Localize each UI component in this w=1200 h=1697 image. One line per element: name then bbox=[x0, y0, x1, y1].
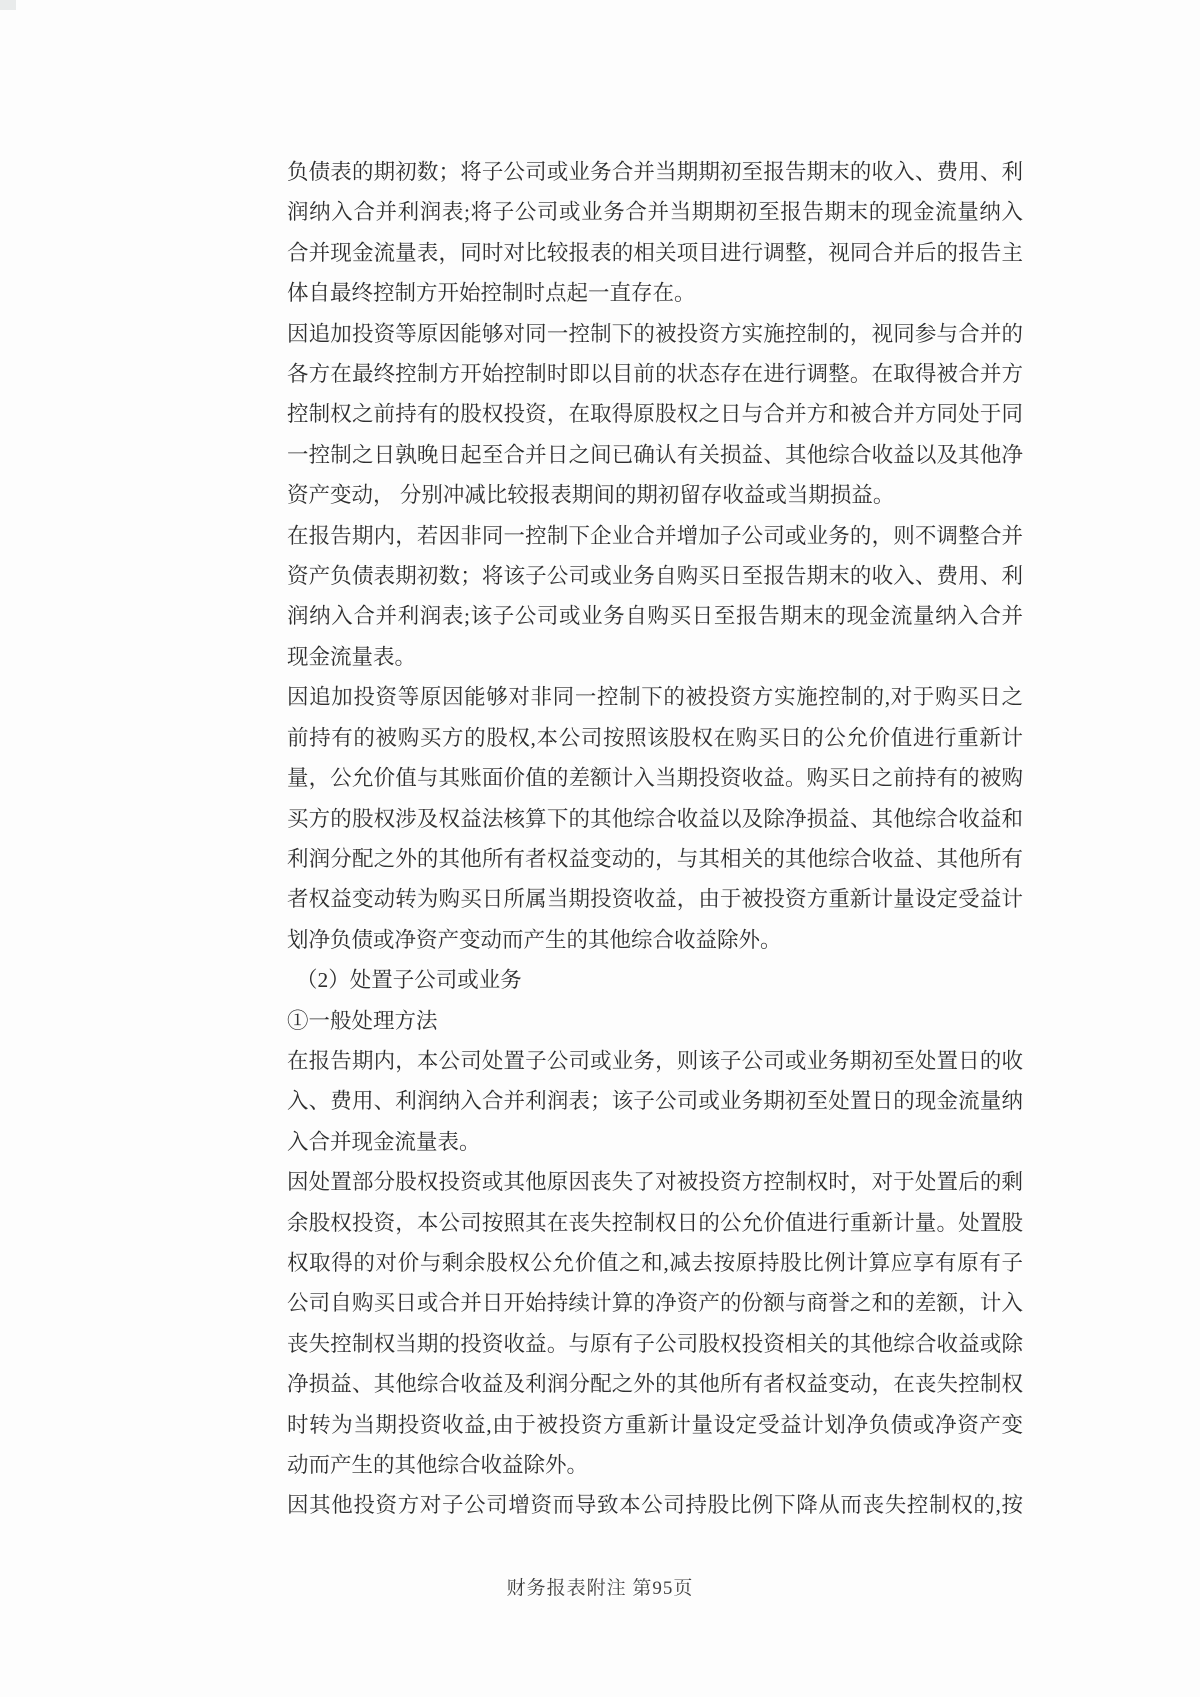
text-line: 量，公允价值与其账面价值的差额计入当期投资收益。购买日之前持有的被购 bbox=[287, 766, 1023, 791]
text-line: 净损益、其他综合收益及利润分配之外的其他所有者权益变动，在丧失控制权 bbox=[287, 1372, 1023, 1397]
text-line: 者权益变动转为购买日所属当期投资收益，由于被投资方重新计量设定受益计 bbox=[287, 887, 1023, 912]
text-line: 利润分配之外的其他所有者权益变动的，与其相关的其他综合收益、其他所有 bbox=[287, 846, 1023, 871]
text-line: 一控制之日孰晚日起至合并日之间已确认有关损益、其他综合收益以及其他净 bbox=[287, 442, 1023, 467]
text-line: 丧失控制权当期的投资收益。与原有子公司股权投资相关的其他综合收益或除 bbox=[287, 1331, 1023, 1356]
text-line: 润纳入合并利润表;该子公司或业务自购买日至报告期末的现金流量纳入合并 bbox=[287, 604, 1023, 629]
text-line: 合并现金流量表，同时对比较报表的相关项目进行调整，视同合并后的报告主 bbox=[287, 240, 1023, 265]
text-line: 体自最终控制方开始控制时点起一直存在。 bbox=[287, 281, 696, 306]
text-line: 前持有的被购买方的股权,本公司按照该股权在购买日的公允价值进行重新计 bbox=[287, 725, 1023, 750]
text-line: 动而产生的其他综合收益除外。 bbox=[287, 1453, 589, 1477]
text-line: 因其他投资方对子公司增资而导致本公司持股比例下降从而丧失控制权的,按 bbox=[287, 1493, 1023, 1518]
text-line: ①一般处理方法 bbox=[287, 1008, 438, 1033]
text-line: 划净负债或净资产变动而产生的其他综合收益除外。 bbox=[287, 927, 782, 952]
text-line: 现金流量表。 bbox=[287, 644, 417, 669]
text-line: 买方的股权涉及权益法核算下的其他综合收益以及除净损益、其他综合收益和 bbox=[287, 806, 1023, 831]
text-line: 权取得的对价与剩余股权公允价值之和,减去按原持股比例计算应享有原有子 bbox=[287, 1250, 1023, 1275]
text-line: 润纳入合并利润表;将子公司或业务合并当期期初至报告期末的现金流量纳入 bbox=[287, 200, 1023, 225]
text-line: 入、费用、利润纳入合并利润表；该子公司或业务期初至处置日的现金流量纳 bbox=[287, 1089, 1023, 1114]
text-line: 在报告期内，本公司处置子公司或业务，则该子公司或业务期初至处置日的收 bbox=[287, 1048, 1023, 1073]
text-line: 因追加投资等原因能够对同一控制下的被投资方实施控制的，视同参与合并的 bbox=[287, 321, 1023, 346]
text-line: （2）处置子公司或业务 bbox=[296, 968, 522, 993]
text-line: 控制权之前持有的股权投资，在取得原股权之日与合并方和被合并方同处于同 bbox=[287, 402, 1023, 427]
scan-artifact bbox=[0, 0, 16, 10]
text-line: 时转为当期投资收益,由于被投资方重新计量设定受益计划净负债或净资产变 bbox=[287, 1412, 1023, 1437]
text-line: 资产负债表期初数；将该子公司或业务自购买日至报告期末的收入、费用、利 bbox=[287, 564, 1023, 589]
text-line: 资产变动， 分别冲减比较报表期间的期初留存收益或当期损益。 bbox=[287, 483, 895, 508]
text-line: 各方在最终控制方开始控制时即以目前的状态存在进行调整。在取得被合并方 bbox=[287, 362, 1023, 387]
text-line: 在报告期内，若因非同一控制下企业合并增加子公司或业务的，则不调整合并 bbox=[287, 523, 1023, 548]
text-line: 因处置部分股权投资或其他原因丧失了对被投资方控制权时，对于处置后的剩 bbox=[287, 1170, 1023, 1195]
page-footer: 财务报表附注 第95页 bbox=[506, 1578, 694, 1599]
text-line: 公司自购买日或合并日开始持续计算的净资产的份额与商誉之和的差额，计入 bbox=[287, 1291, 1023, 1316]
text-line: 余股权投资，本公司按照其在丧失控制权日的公允价值进行重新计量。处置股 bbox=[287, 1210, 1023, 1235]
text-line: 负债表的期初数；将子公司或业务合并当期期初至报告期末的收入、费用、利 bbox=[287, 160, 1023, 184]
text-line: 因追加投资等原因能够对非同一控制下的被投资方实施控制的,对于购买日之 bbox=[287, 685, 1023, 710]
text-line: 入合并现金流量表。 bbox=[287, 1129, 481, 1154]
document-body bbox=[287, 152, 1023, 1526]
